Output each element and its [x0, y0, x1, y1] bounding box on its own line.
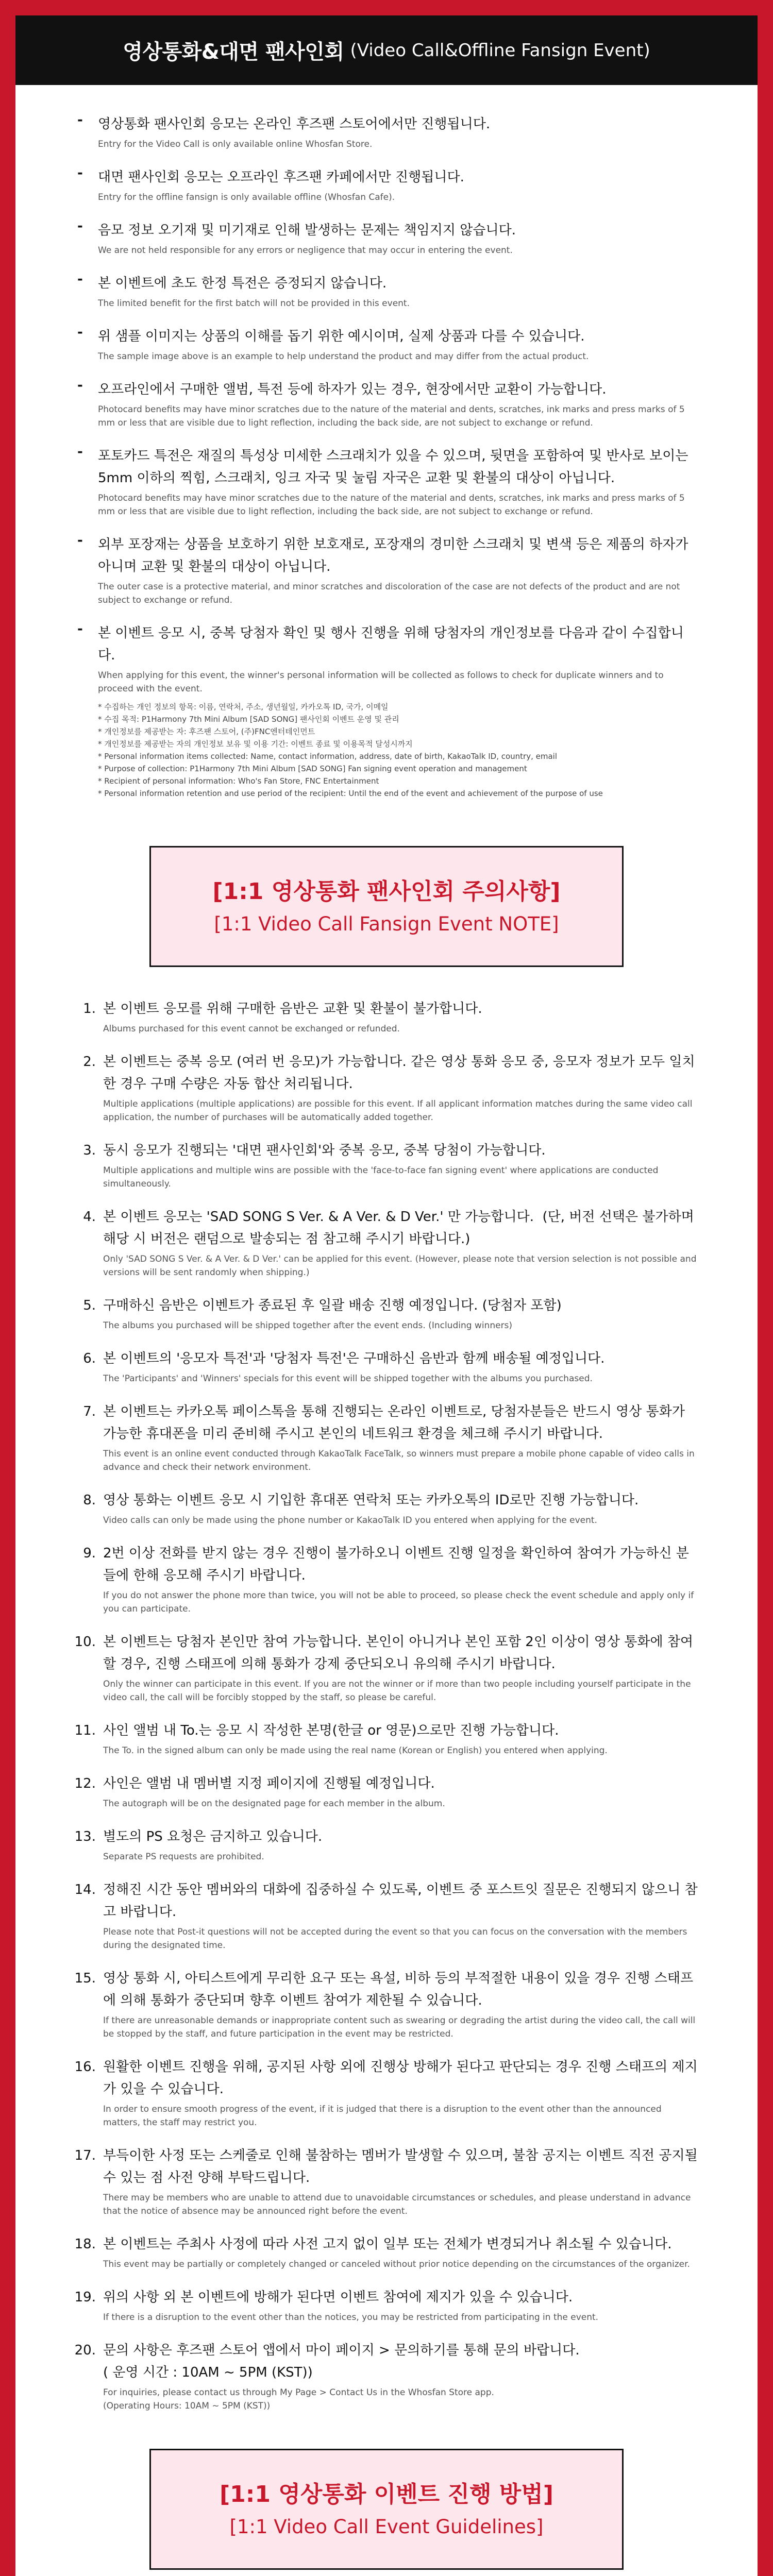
- section-guidelines-box: [149, 2449, 624, 2570]
- note-item: [72, 1348, 701, 1385]
- note-body: [103, 1051, 701, 1124]
- note-korean: 동시 응모가 진행되는 '대면 팬사인회'와 중복 응모, 중복 당첨이 가능합니다.: [103, 1143, 546, 1158]
- note-korean: 본 이벤트는 주최사 사정에 따라 사전 고지 없이 일부 또는 전체가 변경되거나 취소될 수 있습니다.: [103, 2236, 672, 2252]
- note-body: [103, 1631, 701, 1704]
- note-english: Please note that Post-it questions will not be accepted during the event so that you can focus on the conversation with the members during the designated time.: [103, 1927, 690, 1951]
- note-item: [72, 1489, 701, 1527]
- intro-item: [77, 219, 701, 257]
- section-note-subtitle: [1:1 Video Call Fansign Event NOTE]: [214, 912, 559, 935]
- note-korean: 본 이벤트 응모를 위해 구매한 음반은 교환 및 환불이 불가합니다.: [103, 1001, 482, 1016]
- intro-item-korean: - 위 샘플 이미지는 상품의 이해를 돕기 위한 예시이며, 실제 상품과 다를 수 있습니다.: [98, 329, 585, 344]
- note-english: The 'Participants' and 'Winners' specials for this event will be shipped together with the albums you purchased.: [103, 1374, 593, 1384]
- section-note-title: [1:1 영상통화 팬사인회 주의사항]: [212, 878, 561, 905]
- section-guidelines-title: [1:1 영상통화 이벤트 진행 방법]: [220, 2481, 553, 2507]
- note-english: There may be members who are unable to attend due to unavoidable circumstances or schedules, and please understand in advance that the notice of absence may be announced right before the event.: [103, 2193, 694, 2216]
- note-english: The albums you purchased will be shipped together after the event ends. (Including winners): [103, 1320, 513, 1331]
- notice-page: [15, 15, 758, 2576]
- note-english: Multiple applications and multiple wins are possible with the 'face-to-face fan signing event' where applications are conducted simultaneously.: [103, 1165, 661, 1189]
- intro-item-english: The sample image above is an example to help understand the product and may differ from the actual product.: [98, 351, 589, 362]
- note-body: [103, 2286, 701, 2324]
- note-number: 3.: [83, 1143, 96, 1158]
- note-number: 2.: [83, 1054, 96, 1070]
- intro-item: [77, 622, 701, 800]
- note-number: 18.: [74, 2236, 96, 2252]
- note-body: [103, 1401, 701, 1474]
- intro-item-korean: - 본 이벤트에 초도 한정 특전은 증정되지 않습니다.: [98, 276, 387, 291]
- note-number: 11.: [74, 1723, 96, 1738]
- intro-item: [77, 273, 701, 310]
- note-number: 10.: [74, 1634, 96, 1650]
- note-item: [72, 1879, 701, 1952]
- privacy-detail-line: * 수집하는 개인 정보의 항목: 이름, 연락처, 주소, 생년월일, 카카오톡 ID, 국가, 이메일: [98, 702, 389, 711]
- intro-item-korean: - 오프라인에서 구매한 앨범, 특전 등에 하자가 있는 경우, 현장에서만 교환이 가능합니다.: [98, 382, 607, 397]
- note-number: 4.: [83, 1209, 96, 1225]
- note-korean: 영상 통화 시, 아티스트에게 무리한 요구 또는 욕설, 비하 등의 부적절한 내용이 있을 경우 진행 스태프에 의해 통화가 중단되며 향후 이벤트 참여가 제한될 수 있습니다.: [103, 1971, 694, 2008]
- privacy-detail-line: * 개인정보를 제공받는 자: 후즈팬 스토어, (주)FNC엔터테인먼트: [98, 727, 315, 736]
- privacy-detail-line: * Purpose of collection: P1Harmony 7th Mini Album [SAD SONG] Fan signing event operation and management: [98, 764, 527, 773]
- note-item: [72, 1968, 701, 2041]
- privacy-details: [98, 701, 701, 800]
- intro-item-english: When applying for this event, the winner's personal information will be collected as follows to check for duplicate winners and to proceed with the event.: [98, 670, 664, 694]
- note-korean: 별도의 PS 요청은 금지하고 있습니다.: [103, 1829, 323, 1844]
- privacy-detail-line: * 개인정보를 제공받는 자의 개인정보 보유 및 이용 기간: 이벤트 종료 및 이용목적 달성시까지: [98, 739, 413, 749]
- note-korean: 문의 사항은 후즈팬 스토어 앱에서 마이 페이지 > 문의하기를 통해 문의 바랍니다. ( 운영 시간 : 10AM ~ 5PM (KST)): [103, 2343, 580, 2380]
- note-item: [72, 1401, 701, 1474]
- note-english: This event is an online event conducted through KakaoTalk FaceTalk, so winners must prepare a mobile phone capable of video calls in advance and check their network environment.: [103, 1449, 698, 1472]
- note-item: [72, 1206, 701, 1279]
- note-number: 7.: [83, 1404, 96, 1419]
- privacy-detail-line: * Personal information retention and use period of the recipient: Until the end of the event and achievement of the purpose of use: [98, 789, 603, 798]
- note-body: [103, 1720, 701, 1757]
- intro-list: [15, 85, 758, 800]
- page-title: 영상통화&대면 팬사인회: [123, 40, 344, 64]
- note-body: [103, 1879, 701, 1952]
- note-english: The autograph will be on the designated page for each member in the album.: [103, 1799, 445, 1809]
- note-english: The To. in the signed album can only be made using the real name (Korean or English) you entered when applying.: [103, 1745, 608, 1756]
- intro-item: [77, 534, 701, 607]
- note-english: Separate PS requests are prohibited.: [103, 1852, 264, 1862]
- intro-item: [77, 445, 701, 518]
- note-english: Multiple applications (multiple applications) are possible for this event. If all applicant information matches during the same video call application, the number of purchases will be automatically added together.: [103, 1099, 695, 1123]
- note-item: [72, 1773, 701, 1810]
- note-number: 1.: [83, 1001, 96, 1016]
- note-body: [103, 2056, 701, 2129]
- note-number: 15.: [74, 1971, 96, 1986]
- note-korean: 부득이한 사정 또는 스케줄로 인해 불참하는 멤버가 발생할 수 있으며, 불참 공지는 이벤트 직전 공지될 수 있는 점 사전 양해 부탁드립니다.: [103, 2148, 702, 2185]
- intro-item-korean: - 영상통화 팬사인회 응모는 온라인 후즈팬 스토어에서만 진행됩니다.: [98, 116, 491, 132]
- note-number: 16.: [74, 2059, 96, 2075]
- intro-item-korean: - 포토카드 특전은 재질의 특성상 미세한 스크래치가 있을 수 있으며, 뒷면을 포함하여 및 반사로 보이는 5mm 이하의 찍힘, 스크래치, 잉크 자국 및 눌림 자국은 교환 및 환불의 대상이 아닙니다.: [98, 448, 688, 486]
- note-number: 13.: [74, 1829, 96, 1844]
- note-item: [72, 998, 701, 1036]
- note-number: 12.: [74, 1776, 96, 1791]
- note-body: [103, 2340, 701, 2413]
- intro-item-english: We are not held responsible for any errors or negligence that may occur in entering the event.: [98, 245, 513, 256]
- intro-item: [77, 326, 701, 363]
- note-english: If there are unreasonable demands or inappropriate content such as swearing or degrading the artist during the video call, the call will be stopped by the staff, and future participation in the event may be restricted.: [103, 2015, 698, 2039]
- note-number: 20.: [74, 2343, 96, 2358]
- intro-item-english: Entry for the offline fansign is only available offline (Whosfan Cafe).: [98, 192, 395, 202]
- note-item: [72, 1720, 701, 1757]
- note-body: [103, 1543, 701, 1616]
- intro-item-korean: - 외부 포장재는 상품을 보호하기 위한 보호재로, 포장재의 경미한 스크래치 및 변색 등은 제품의 하자가 아니며 교환 및 환불의 대상이 아닙니다.: [98, 537, 688, 574]
- note-english: For inquiries, please contact us through My Page > Contact Us in the Whosfan Store app. (Operating Hours: 10AM ~ 5PM (KST)): [103, 2387, 494, 2411]
- note-body: [103, 998, 701, 1036]
- note-number: 9.: [83, 1546, 96, 1561]
- note-body: [103, 1140, 701, 1191]
- privacy-detail-line: * Personal information items collected: Name, contact information, address, date of birth, KakaoTalk ID, country, email: [98, 752, 557, 761]
- note-korean: 원활한 이벤트 진행을 위해, 공지된 사항 외에 진행상 방해가 된다고 판단되는 경우 진행 스태프의 제지가 있을 수 있습니다.: [103, 2059, 698, 2097]
- intro-item-korean: - 본 이벤트 응모 시, 중복 당첨자 확인 및 행사 진행을 위해 당첨자의 개인정보를 다음과 같이 수집합니다.: [98, 625, 684, 663]
- note-korean: 위의 사항 외 본 이벤트에 방해가 된다면 이벤트 참여에 제지가 있을 수 있습니다.: [103, 2290, 573, 2305]
- note-item: [72, 1051, 701, 1124]
- intro-item-english: Entry for the Video Call is only available online Whosfan Store.: [98, 139, 373, 149]
- intro-item: [77, 379, 701, 430]
- note-item: [72, 2056, 701, 2129]
- note-item: [72, 2145, 701, 2218]
- intro-item-korean: - 음모 정보 오기재 및 미기재로 인해 발생하는 문제는 책임지지 않습니다.: [98, 223, 516, 238]
- note-body: [103, 2233, 701, 2271]
- note-english: If you do not answer the phone more than twice, you will not be able to proceed, so please check the event schedule and apply only if you can participate.: [103, 1590, 697, 1614]
- note-korean: 영상 통화는 이벤트 응모 시 기입한 휴대폰 연락처 또는 카카오톡의 ID로만 진행 가능합니다.: [103, 1493, 639, 1508]
- note-item: [72, 1140, 701, 1191]
- note-item: [72, 1826, 701, 1863]
- notes-list: [15, 967, 758, 2413]
- note-korean: 본 이벤트의 '응모자 특전'과 '당첨자 특전'은 구매하신 음반과 함께 배송될 예정입니다.: [103, 1351, 605, 1366]
- note-number: 14.: [74, 1882, 96, 1897]
- privacy-detail-line: * 수집 목적: P1Harmony 7th Mini Album [SAD SONG] 팬사인회 이벤트 운영 및 관리: [98, 715, 399, 724]
- intro-item-english: The limited benefit for the first batch will not be provided in this event.: [98, 298, 410, 309]
- note-number: 6.: [83, 1351, 96, 1366]
- note-korean: 구매하신 음반은 이벤트가 종료된 후 일괄 배송 진행 예정입니다. (당첨자 포함): [103, 1298, 562, 1313]
- guidelines-list: [15, 2570, 758, 2576]
- note-korean: 본 이벤트 응모는 'SAD SONG S Ver. & A Ver. & D Ver.' 만 가능합니다. (단, 버전 선택은 불가하며 해당 시 버전은 랜덤으로 발송되는 점 참고해 주시기 바랍니다.): [103, 1209, 699, 1247]
- page-header: [15, 15, 758, 85]
- note-item: [72, 1631, 701, 1704]
- section-note-box: [149, 846, 624, 967]
- note-korean: 2번 이상 전화를 받지 않는 경우 진행이 불가하오니 이벤트 진행 일정을 확인하여 참여가 가능하신 분들에 한해 응모해 주시기 바랍니다.: [103, 1546, 689, 1583]
- note-korean: 정해진 시간 동안 멤버와의 대화에 집중하실 수 있도록, 이벤트 중 포스트잇 질문은 진행되지 않으니 참고 바랍니다.: [103, 1882, 698, 1920]
- note-item: [72, 2340, 701, 2413]
- note-english: Albums purchased for this event cannot be exchanged or refunded.: [103, 1024, 400, 1034]
- privacy-detail-line: * Recipient of personal information: Who's Fan Store, FNC Entertainment: [98, 776, 379, 786]
- note-body: [103, 1295, 701, 1332]
- note-item: [72, 1295, 701, 1332]
- note-korean: 사인 앨범 내 To.는 응모 시 작성한 본명(한글 or 영문)으로만 진행 가능합니다.: [103, 1723, 559, 1738]
- note-body: [103, 1348, 701, 1385]
- note-number: 17.: [74, 2148, 96, 2163]
- note-number: 19.: [74, 2290, 96, 2305]
- intro-item: [77, 166, 701, 204]
- note-body: [103, 2145, 701, 2218]
- note-korean: 본 이벤트는 당첨자 본인만 참여 가능합니다. 본인이 아니거나 본인 포함 2인 이상이 영상 통화에 참여할 경우, 진행 스태프에 의해 통화가 강제 중단되오니 유의해 주시기 바랍니다.: [103, 1634, 694, 1672]
- intro-item-english: The outer case is a protective material, and minor scratches and discoloration of the case are not defects of the product and are not subject to exchange or refund.: [98, 582, 680, 605]
- intro-item-english: Photocard benefits may have minor scratches due to the nature of the material and dents, scratches, ink marks and press marks of 5 mm or less that are visible due to light reflection, including the back side, are not subject to exchange or refund.: [98, 493, 685, 517]
- note-item: [72, 2286, 701, 2324]
- note-english: If there is a disruption to the event other than the notices, you may be restricted from participating in the event.: [103, 2312, 599, 2323]
- note-english: This event may be partially or completely changed or canceled without prior notice depending on the circumstances of the organizer.: [103, 2259, 690, 2269]
- note-body: [103, 1826, 701, 1863]
- note-korean: 본 이벤트는 중복 응모 (여러 번 응모)가 가능합니다. 같은 영상 통화 응모 중, 응모자 정보가 모두 일치한 경우 구매 수량은 자동 합산 처리됩니다.: [103, 1054, 695, 1092]
- note-body: [103, 1968, 701, 2041]
- note-korean: 본 이벤트는 카카오톡 페이스톡을 통해 진행되는 온라인 이벤트로, 당첨자분들은 반드시 영상 통화가 가능한 휴대폰을 미리 준비해 주시고 본인의 네트워크 환경을 체크해 주시기 바랍니다.: [103, 1404, 690, 1442]
- note-item: [72, 1543, 701, 1616]
- note-korean: 사인은 앨범 내 멤버별 지정 페이지에 진행될 예정입니다.: [103, 1776, 435, 1791]
- intro-item-korean: - 대면 팬사인회 응모는 오프라인 후즈팬 카페에서만 진행됩니다.: [98, 170, 464, 185]
- note-english: Only 'SAD SONG S Ver. & A Ver. & D Ver.' can be applied for this event. (However, please note that version selection is not possible and versions will be sent randomly when shipping.): [103, 1254, 699, 1278]
- note-number: 8.: [83, 1493, 96, 1508]
- note-number: 5.: [83, 1298, 96, 1313]
- note-body: [103, 1773, 701, 1810]
- intro-item-english: Photocard benefits may have minor scratches due to the nature of the material and dents, scratches, ink marks and press marks of 5 mm or less that are visible due to light reflection, including the back side, are not subject to exchange or refund.: [98, 404, 685, 428]
- note-english: Video calls can only be made using the phone number or KakaoTalk ID you entered when applying for the event.: [103, 1515, 597, 1526]
- note-body: [103, 1206, 701, 1279]
- section-guidelines-subtitle: [1:1 Video Call Event Guidelines]: [229, 2515, 544, 2538]
- note-body: [103, 1489, 701, 1527]
- note-item: [72, 2233, 701, 2271]
- note-english: In order to ensure smooth progress of the event, if it is judged that there is a disruption to the event other than the announced matters, the staff may restrict you.: [103, 2104, 665, 2128]
- intro-item: [77, 113, 701, 151]
- page-subtitle: (Video Call&Offline Fansign Event): [350, 40, 650, 61]
- note-english: Only the winner can participate in this event. If you are not the winner or if more than two people including yourself participate in the video call, the call will be forcibly stopped by the staff, so please be careful.: [103, 1679, 694, 1703]
